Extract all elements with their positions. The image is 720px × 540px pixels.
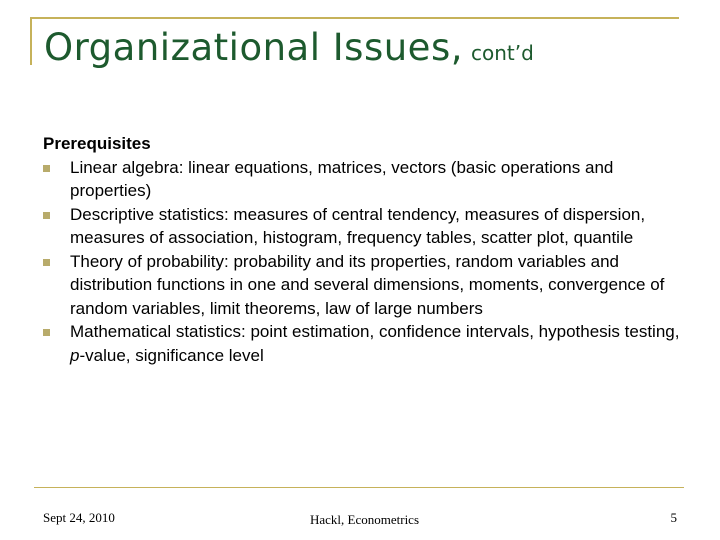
title-frame-top-rule: [30, 17, 679, 19]
slide-title: [44, 26, 534, 69]
square-bullet-icon: [43, 212, 50, 219]
footer-author: Hackl, Econometrics: [310, 512, 420, 527]
section-heading: Prerequisites: [43, 134, 151, 153]
bullet-list: [43, 156, 693, 368]
slide-title-main: Organizational Issues,: [44, 26, 463, 69]
bullet-text-tail: -value, significance level: [79, 345, 264, 365]
slide-title-suffix: cont’d: [470, 41, 534, 65]
bullet-text: Theory of probability: probability and its properties, random variables and distribution functions in one and several dimensions, moments, convergence of random variables, limit theorems, law of large numbers: [70, 251, 665, 318]
bullet-item-descriptive-statistics: [43, 203, 693, 250]
page-number: 5: [670, 510, 677, 525]
footer-rule: [34, 487, 684, 488]
square-bullet-icon: [43, 259, 50, 266]
square-bullet-icon: [43, 165, 50, 172]
bullet-text-italic: p: [70, 345, 80, 365]
bullet-text: Mathematical statistics: point estimation, confidence intervals, hypothesis testing,: [70, 322, 680, 341]
slide-body: [43, 132, 693, 367]
square-bullet-icon: [43, 329, 50, 336]
bullet-item-probability: [43, 250, 693, 321]
bullet-item-mathematical-statistics: [43, 320, 693, 367]
bullet-text: Linear algebra: linear equations, matrices, vectors (basic operations and properties): [70, 157, 614, 200]
footer-date: Sept 24, 2010: [43, 510, 115, 525]
title-frame-left-rule: [30, 17, 32, 65]
bullet-text: Descriptive statistics: measures of central tendency, measures of dispersion, measures of association, histogram, frequency tables, scatter plot, quantile: [70, 204, 646, 247]
bullet-item-linear-algebra: [43, 156, 693, 203]
